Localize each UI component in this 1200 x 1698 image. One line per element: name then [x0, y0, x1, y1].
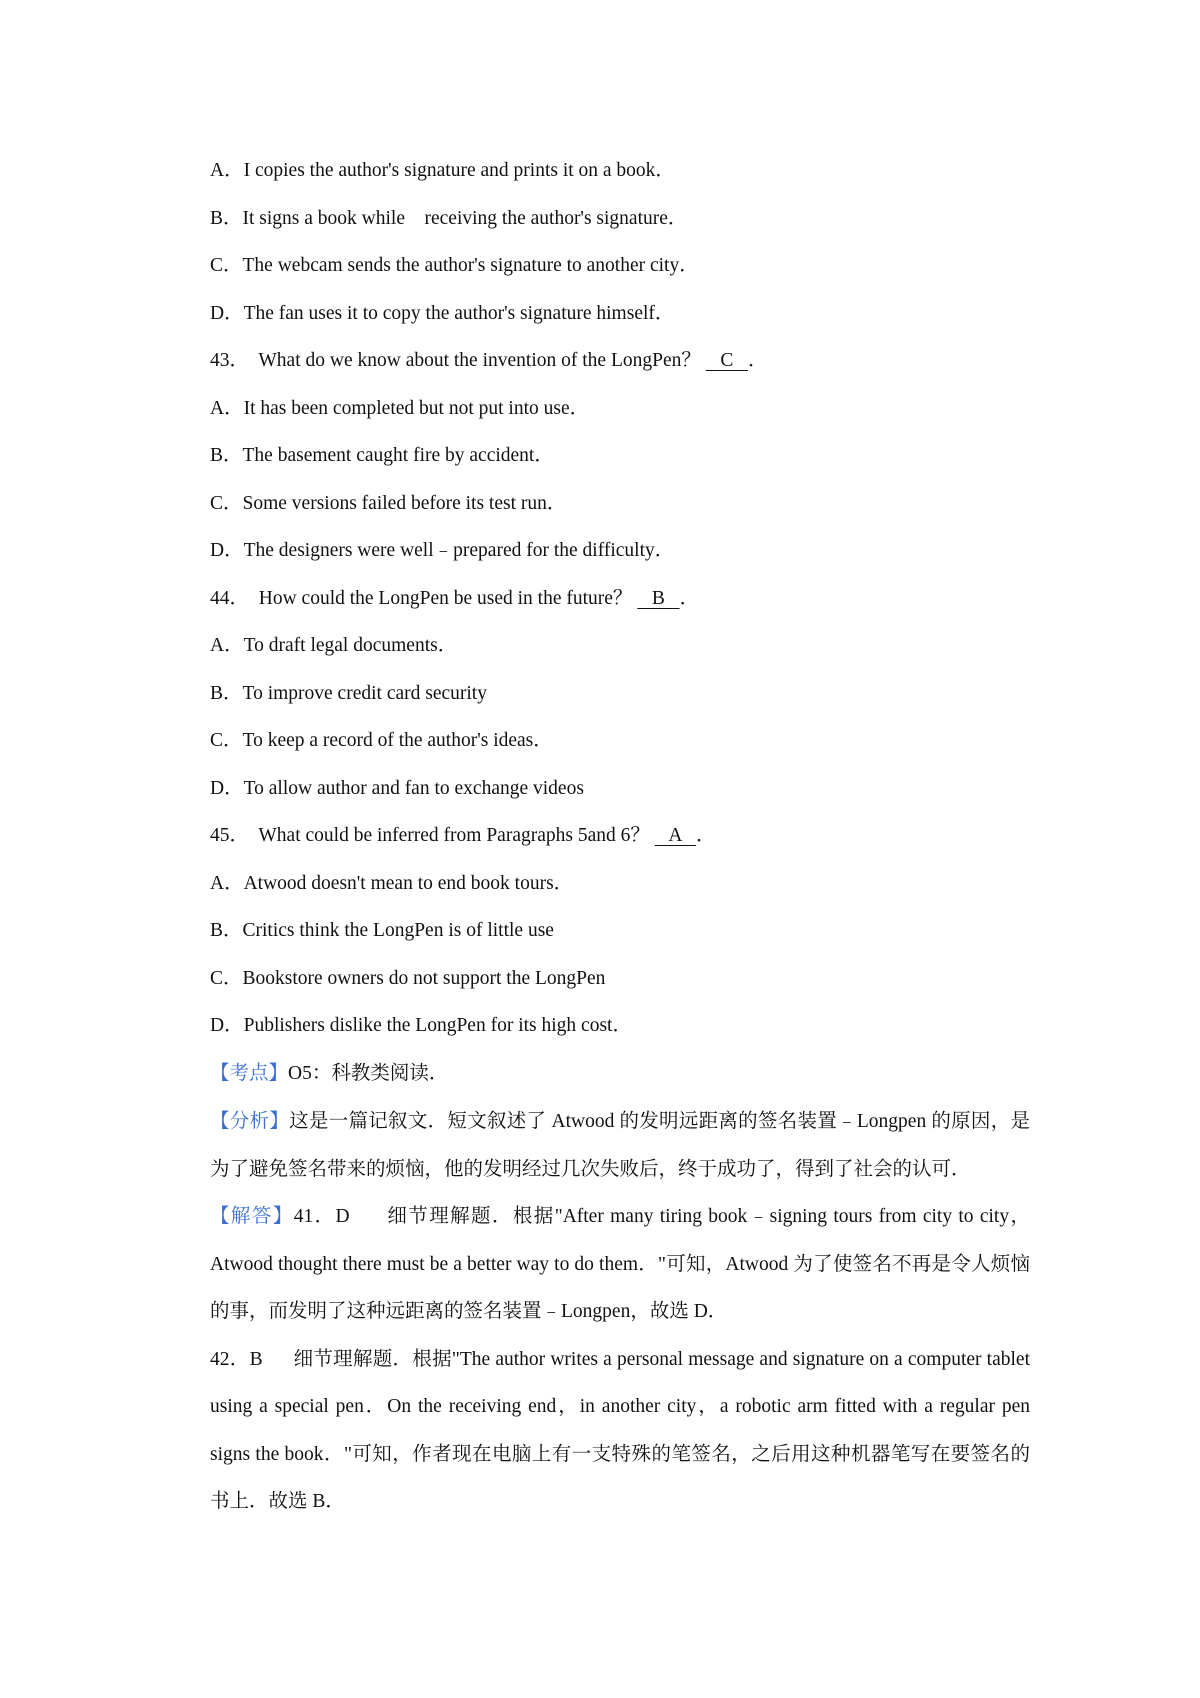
option-letter: C．	[210, 255, 243, 276]
option-letter: C．	[210, 967, 243, 989]
kaodian-tag: 【考点】	[210, 1062, 289, 1084]
jieda-section	[210, 1193, 1030, 1336]
q43-option-a	[210, 390, 1030, 438]
q45-option-a	[210, 865, 1030, 913]
option-text: It has been completed but not put into use．	[243, 397, 590, 419]
option-text: Publishers dislike the LongPen for its high cost．	[243, 1015, 632, 1036]
option-letter: B．	[210, 445, 243, 466]
option-text: To draft legal documents．	[243, 635, 458, 656]
jieda-tag: 【解答】	[210, 1206, 294, 1227]
question-end: ．	[679, 587, 700, 609]
kaodian-text: O5：科教类阅读．	[288, 1062, 449, 1084]
option-letter: B．	[210, 682, 243, 704]
option-text: Atwood doesn't mean to end book tours．	[243, 872, 574, 894]
q45-stem	[210, 817, 1030, 865]
fenxi-text: 这是一篇记叙文．短文叙述了 Atwood 的发明远距离的签名装置﹣Longpen 的原因，是为了避免签名带来的烦恼，他的发明经过几次失败后，终于成功了，得到了社会的认可．	[210, 1111, 1030, 1180]
q44-stem	[210, 580, 1030, 628]
kaodian-section	[210, 1055, 1030, 1103]
q42-option-d	[210, 295, 1030, 343]
option-letter: D．	[210, 1015, 244, 1036]
option-letter: C．	[210, 492, 243, 514]
option-text: Bookstore owners do not support the LongPen	[242, 967, 606, 989]
option-letter: B．	[210, 207, 243, 229]
jieda-text: 41．D 细节理解题．根据"After many tiring book﹣signing tours from city to city，Atwood thought there must be a better way to do them．"可知，Atwood 为了使签名不再是令人烦恼的事，而发明了这种远距离的签名装置﹣Longpen，故选 D．	[210, 1206, 1030, 1322]
option-text: To keep a record of the author's ideas．	[242, 730, 553, 751]
option-letter: A．	[210, 397, 244, 419]
question-text: 45． What could be inferred from Paragraphs 5and 6？	[210, 825, 650, 846]
option-text: Critics think the LongPen is of little use	[242, 920, 554, 941]
question-text: 44． How could the LongPen be used in the future？	[210, 587, 633, 609]
document-page	[210, 152, 1035, 1526]
answer-blank: C	[705, 350, 748, 371]
q43-option-b	[210, 437, 1030, 485]
question-text: 43． What do we know about the invention of the LongPen？	[210, 350, 701, 371]
answer-blank: A	[654, 825, 696, 846]
q45-option-d	[210, 1007, 1030, 1055]
question-end: ．	[748, 350, 768, 371]
option-text: Some versions failed before its test run．	[242, 492, 567, 514]
q42-explanation-text: 42．B 细节理解题．根据"The author writes a personal message and signature on a computer tablet using a special pen．On the receiving end，in another city，a robotic arm fitted with a regular pen signs the book．"可知，作者现在电脑上有一支特殊的笔签名，之后用这种机器笔写在要签名的书上．故选 B．	[210, 1348, 1035, 1512]
question-end: ．	[695, 825, 716, 846]
option-letter: A．	[210, 635, 244, 656]
option-letter: D．	[210, 540, 244, 561]
option-text: The designers were well﹣prepared for the difficulty．	[243, 540, 675, 561]
q42-option-a	[210, 152, 1030, 200]
q42-explanation	[210, 1336, 1035, 1526]
option-text: It signs a book while receiving the author's signature．	[242, 207, 688, 229]
option-text: I copies the author's signature and prints it on a book．	[243, 160, 675, 181]
fenxi-section	[210, 1098, 1030, 1193]
q42-option-b	[210, 200, 1030, 248]
q43-option-d	[210, 532, 1030, 580]
option-letter: A．	[210, 160, 244, 181]
q43-stem	[210, 342, 1030, 390]
q45-option-c	[210, 960, 1030, 1008]
fenxi-tag: 【分析】	[210, 1111, 290, 1132]
option-text: The fan uses it to copy the author's signature himself．	[243, 302, 675, 324]
q45-option-b	[210, 912, 1030, 960]
option-letter: D．	[210, 302, 244, 324]
option-letter: B．	[210, 920, 243, 941]
q42-option-c	[210, 247, 1030, 295]
option-text: The webcam sends the author's signature to another city．	[242, 255, 699, 276]
q44-option-c	[210, 722, 1030, 770]
option-text: To improve credit card security	[242, 682, 487, 704]
q44-option-a	[210, 627, 1030, 675]
option-letter: D．	[210, 777, 244, 799]
option-letter: C．	[210, 730, 243, 751]
option-letter: A．	[210, 872, 244, 894]
option-text: The basement caught fire by accident．	[242, 445, 554, 466]
q44-option-d	[210, 770, 1030, 818]
answer-blank: B	[637, 587, 680, 609]
option-text: To allow author and fan to exchange videos	[243, 777, 584, 799]
q43-option-c	[210, 485, 1030, 533]
q44-option-b	[210, 675, 1030, 723]
